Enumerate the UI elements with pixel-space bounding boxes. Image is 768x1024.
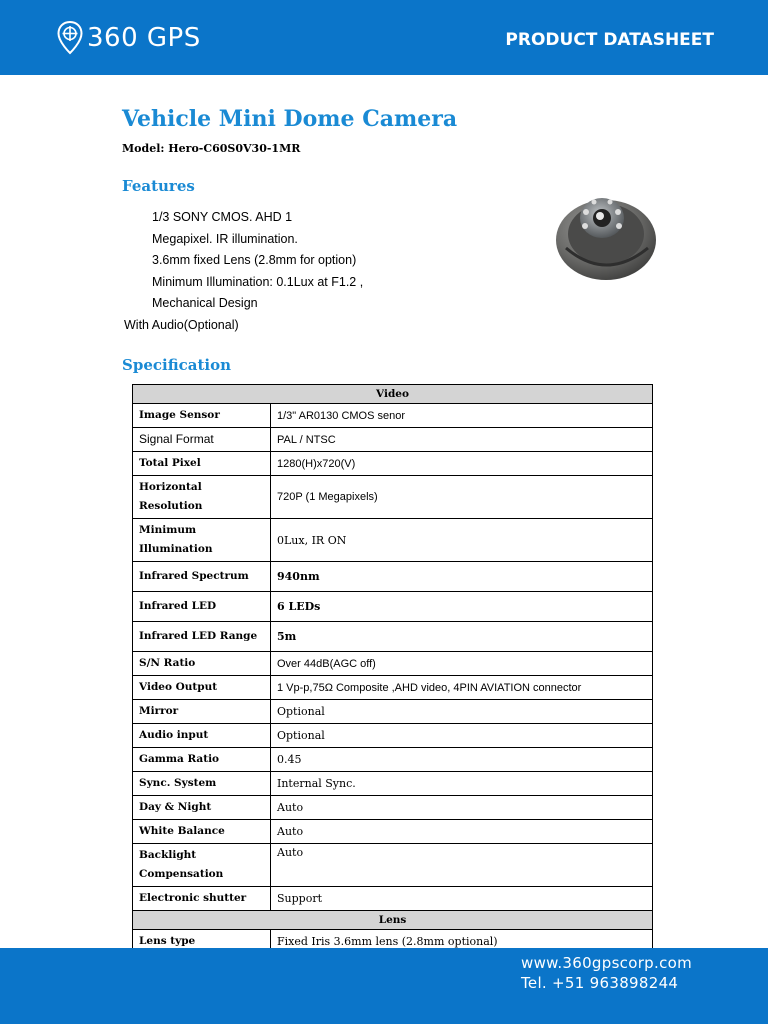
- spec-label: Day & Night: [133, 796, 271, 820]
- spec-label: Sync. System: [133, 772, 271, 796]
- spec-label: Video Output: [133, 676, 271, 700]
- table-row: [133, 404, 653, 428]
- spec-value: Optional: [271, 700, 653, 724]
- spec-label: White Balance: [133, 820, 271, 844]
- table-row: [133, 476, 653, 519]
- spec-label: Mirror: [133, 700, 271, 724]
- table-row: [133, 519, 653, 562]
- feature-line: With Audio(Optional): [124, 317, 239, 332]
- table-row: [133, 748, 653, 772]
- spec-value: Internal Sync.: [271, 772, 653, 796]
- spec-label: Electronic shutter: [133, 887, 271, 911]
- spec-value: 1 Vp-p,75Ω Composite ,AHD video, 4PIN AVIATION connector: [271, 676, 653, 700]
- table-row: [133, 796, 653, 820]
- group-label-video: Video: [133, 385, 653, 404]
- spec-label: Backlight Compensation: [133, 844, 271, 887]
- table-row: [133, 887, 653, 911]
- table-row: [133, 772, 653, 796]
- spec-value: 1280(H)x720(V): [271, 452, 653, 476]
- table-row: [133, 452, 653, 476]
- brand-logo: [57, 18, 201, 58]
- phone-number: Tel. +51 963898244: [521, 974, 679, 992]
- spec-value: 940nm: [271, 562, 653, 592]
- brand-name: 360 GPS: [87, 23, 201, 53]
- feature-line: 1/3 SONY CMOS. AHD 1: [152, 210, 293, 224]
- table-row: [133, 622, 653, 652]
- product-model: Model: Hero-C60S0V30-1MR: [122, 142, 301, 155]
- table-row: [133, 724, 653, 748]
- spec-value: Auto: [271, 844, 653, 887]
- website-link[interactable]: www.360gpscorp.com: [521, 954, 693, 972]
- spec-value: 0.45: [271, 748, 653, 772]
- group-label-lens: Lens: [133, 911, 653, 930]
- table-row: [133, 428, 653, 452]
- datasheet-title: PRODUCT DATASHEET: [505, 30, 714, 50]
- spec-label: Infrared Spectrum: [133, 562, 271, 592]
- spec-label: Image Sensor: [133, 404, 271, 428]
- spec-label: Infrared LED: [133, 592, 271, 622]
- features-list: [124, 207, 394, 336]
- spec-value: 0Lux, IR ON: [271, 519, 653, 562]
- product-title: Vehicle Mini Dome Camera: [122, 106, 458, 132]
- spec-label: Signal Format: [133, 428, 271, 452]
- spec-value: 6 LEDs: [271, 592, 653, 622]
- spec-label: Infrared LED Range: [133, 622, 271, 652]
- spec-label: Gamma Ratio: [133, 748, 271, 772]
- table-group-row: [133, 385, 653, 404]
- gps-pin-icon: [57, 21, 83, 55]
- table-row: [133, 592, 653, 622]
- table-row: [133, 844, 653, 887]
- spec-label: Horizontal Resolution: [133, 476, 271, 519]
- specification-heading: Specification: [122, 356, 231, 374]
- spec-value: 720P (1 Megapixels): [271, 476, 653, 519]
- header-bar: [0, 0, 768, 75]
- dome-camera-image: [552, 178, 658, 284]
- features-heading: Features: [122, 177, 195, 195]
- spec-label: Total Pixel: [133, 452, 271, 476]
- spec-label: Minimum Illumination: [133, 519, 271, 562]
- footer-bar: [0, 948, 768, 1024]
- feature-line: Minimum Illumination: 0.1Lux at F1.2 ,: [152, 274, 364, 289]
- feature-line: Mechanical Design: [152, 296, 258, 310]
- feature-line: 3.6mm fixed Lens (2.8mm for option): [152, 253, 357, 267]
- spec-value: Optional: [271, 724, 653, 748]
- spec-value: PAL / NTSC: [271, 428, 653, 452]
- spec-value: Fixed Iris 3.6mm lens (2.8mm optional): [271, 930, 653, 954]
- table-row: [133, 562, 653, 592]
- spec-label: Lens type: [133, 930, 271, 954]
- table-row: [133, 820, 653, 844]
- table-row: [133, 676, 653, 700]
- spec-value: 1/3" AR0130 CMOS senor: [271, 404, 653, 428]
- table-row: [133, 700, 653, 724]
- table-row: [133, 652, 653, 676]
- specification-table: [132, 384, 653, 978]
- spec-value: 5m: [271, 622, 653, 652]
- spec-value: Over 44dB(AGC off): [271, 652, 653, 676]
- spec-label: S/N Ratio: [133, 652, 271, 676]
- spec-label: Audio input: [133, 724, 271, 748]
- spec-value: Auto: [271, 796, 653, 820]
- spec-value: Support: [271, 887, 653, 911]
- spec-value: Auto: [271, 820, 653, 844]
- table-group-row: [133, 911, 653, 930]
- feature-line: Megapixel. IR illumination.: [152, 231, 298, 246]
